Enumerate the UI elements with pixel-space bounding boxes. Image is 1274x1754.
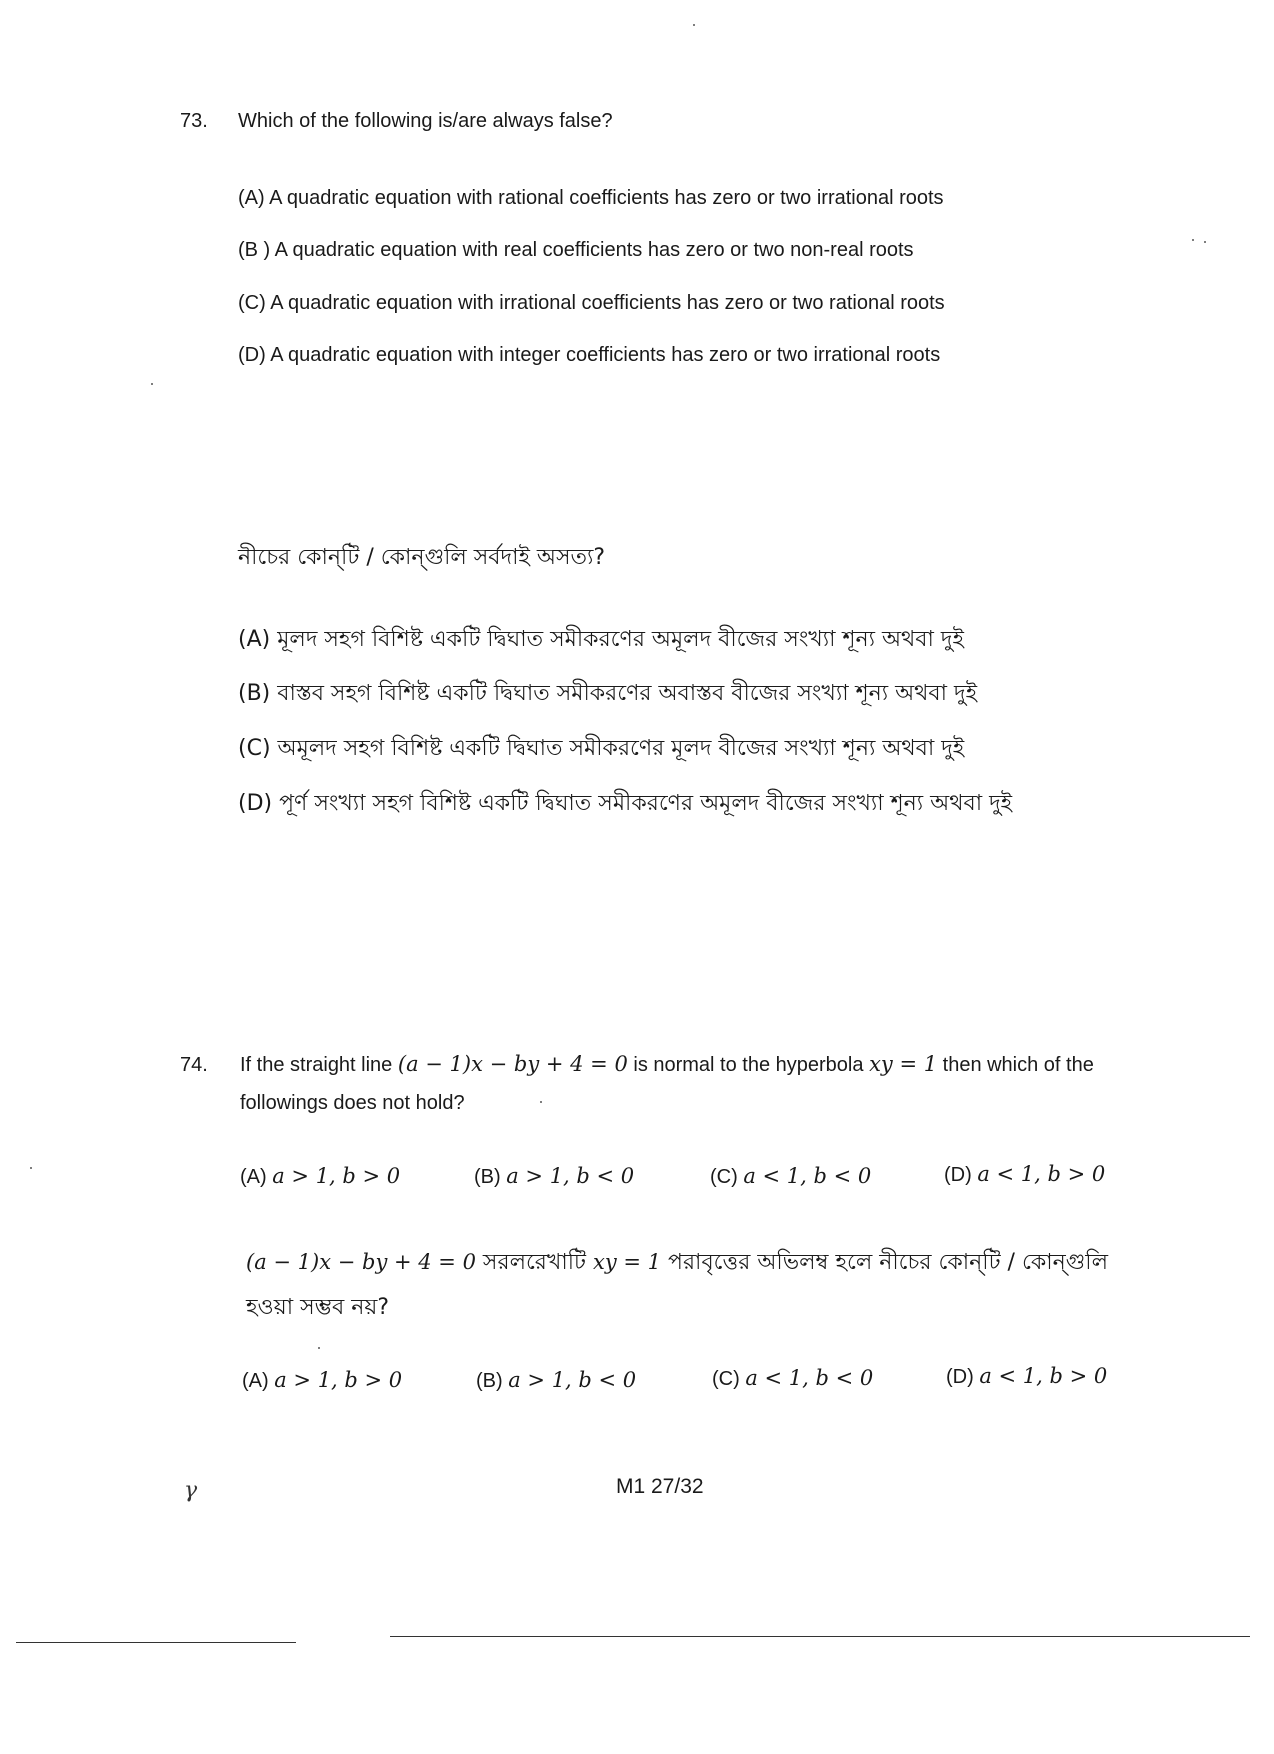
page-number: M1 27/32 [616,1475,704,1498]
scan-speck [693,24,695,26]
q74-option-b-label: (B) [474,1166,501,1188]
scan-speck [318,1347,320,1349]
q74-question-pre: If the straight line [240,1054,398,1076]
scan-speck [1192,239,1194,241]
q73-option-b: (B ) A quadratic equation with real coefficients has zero or two non-real roots [238,239,914,261]
q74-question-bn-line2: হওয়া সম্ভব নয়? [246,1295,390,1320]
q74-bn-mid: সরলরেখাটি [475,1250,594,1275]
q74-option-a [240,1164,400,1189]
q73-question-bn: নীচের কোন্‌টি / কোন্‌গুলি সর্বদাই অসত্য? [238,545,606,570]
q74-option-d-expr: a < 1, b > 0 [977,1162,1106,1186]
q74-option-a-bn [242,1368,402,1393]
q73-option-c-bn: (C) অমূলদ সহগ বিশিষ্ট একটি দ্বিঘাত সমীকরণের মূলদ বীজের সংখ্যা শূন্য অথবা দুই [238,736,965,761]
q74-option-d-bn [946,1364,1107,1389]
q74-option-c-label: (C) [710,1166,738,1188]
q74-option-a-expr: a > 1, b > 0 [272,1164,401,1188]
q74-option-b-bn [476,1368,636,1393]
q74-number: 74. [180,1054,208,1076]
q74-question-line1 [240,1052,1094,1077]
q74-question-bn-line1 [246,1245,1108,1282]
scan-speck [151,383,153,385]
q74-question-mid: is normal to the hyperbola [627,1054,870,1076]
q74-option-b-bn-label: (B) [476,1370,503,1392]
q74-option-b-expr: a > 1, b < 0 [506,1164,635,1188]
q74-option-d [944,1162,1105,1187]
q74-bn-post: পরাবৃত্তের অভিলম্ব হলে নীচের কোন্‌টি / কোন্‌গুলি [661,1250,1108,1275]
q74-bn-line-equation: (a − 1)x − by + 4 = 0 [246,1250,476,1274]
q74-option-b [474,1164,634,1189]
q73-option-d-bn: (D) পূর্ণ সংখ্যা সহগ বিশিষ্ট একটি দ্বিঘাত সমীকরণের অমূলদ বীজের সংখ্যা শূন্য অথবা দুই [238,791,1013,816]
q73-option-a: (A) A quadratic equation with rational coefficients has zero or two irrational roots [238,187,944,209]
q73-option-d: (D) A quadratic equation with integer coefficients has zero or two irrational roots [238,344,941,366]
q73-option-b-bn: (B) বাস্তব সহগ বিশিষ্ট একটি দ্বিঘাত সমীকরণের অবাস্তব বীজের সংখ্যা শূন্য অথবা দুই [238,681,978,706]
q74-question-post: then which of the [937,1054,1094,1076]
q74-option-c-bn-label: (C) [712,1368,740,1390]
scan-speck [540,1101,542,1103]
q74-option-c-expr: a < 1, b < 0 [743,1164,872,1188]
q74-line-equation: (a − 1)x − by + 4 = 0 [397,1052,628,1076]
bottom-rule-right [390,1636,1250,1637]
q74-bn-hyperbola-equation: xy = 1 [593,1250,662,1274]
scan-speck [1204,241,1206,243]
q74-option-c-bn-expr: a < 1, b < 0 [745,1366,874,1390]
q74-question-line2: followings does not hold? [240,1092,465,1114]
q73-option-a-bn: (A) মূলদ সহগ বিশিষ্ট একটি দ্বিঘাত সমীকরণের অমূলদ বীজের সংখ্যা শূন্য অথবা দুই [238,627,964,652]
q74-option-d-bn-expr: a < 1, b > 0 [979,1364,1108,1388]
scan-speck [30,1167,32,1169]
q73-number: 73. [180,110,208,132]
q74-option-a-label: (A) [240,1166,267,1188]
q74-hyperbola-equation: xy = 1 [869,1052,938,1076]
q74-option-a-bn-label: (A) [242,1370,269,1392]
q74-option-d-label: (D) [944,1164,972,1186]
q74-option-a-bn-expr: a > 1, b > 0 [274,1368,403,1392]
q73-option-c: (C) A quadratic equation with irrational coefficients has zero or two rational roots [238,292,945,314]
q74-option-d-bn-label: (D) [946,1366,974,1388]
q74-option-c-bn [712,1366,873,1391]
q74-option-b-bn-expr: a > 1, b < 0 [508,1368,637,1392]
q73-question: Which of the following is/are always false? [238,110,613,132]
bottom-rule-left [16,1642,296,1643]
handwritten-mark: γ [184,1478,198,1503]
q74-option-c [710,1164,871,1189]
